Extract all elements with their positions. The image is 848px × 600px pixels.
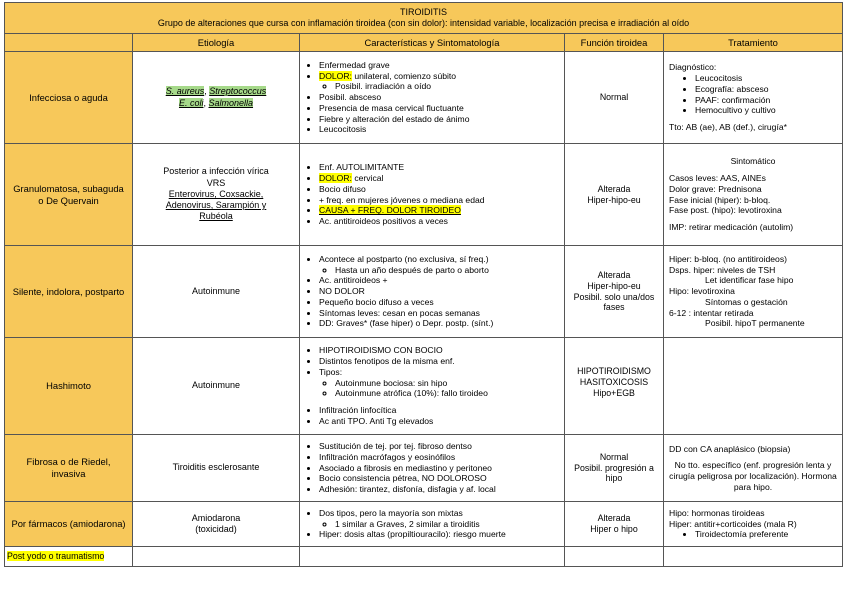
car-farmacos [300, 502, 565, 547]
etio-streptococcus: Streptococcus [209, 86, 267, 97]
list-item: • DD: Graves* (fase hiper) o Depr. postp. (sínt.) [319, 318, 559, 329]
func-line: Hiper-hipo-eu [587, 194, 641, 205]
trat-line: Let identificar fase hipo [705, 275, 794, 286]
traumatismo-text: traumatismo [55, 551, 105, 561]
list-item: • Sustitución de tej. por tej. fibroso dentso [319, 441, 559, 452]
row-infecciosa [5, 52, 843, 144]
postyodo-text: Post yodo [7, 551, 47, 561]
list-item: • Tiroidectomía preferente [695, 529, 837, 540]
etio-silente: Autoinmune [133, 246, 300, 338]
func-line: Posibil. solo una/dos [573, 291, 655, 302]
title-banner [5, 3, 843, 34]
func-infecciosa: Normal [565, 52, 664, 144]
list-item: • Fiebre y alteración del estado de ánimo [319, 114, 559, 125]
trat-line: Posibil. hipoT permanente [705, 318, 805, 329]
row-granulomatosa [5, 144, 843, 246]
header-caracteristicas: Características y Sintomatología [300, 34, 565, 52]
list-item: • Pequeño bocio difuso a veces [319, 297, 559, 308]
row-label-postyodo [5, 547, 133, 567]
etio-line: (toxicidad) [195, 524, 237, 534]
list-item: • Hiper: dosis altas (propiltiouracilo): riesgo muerte [319, 529, 559, 540]
list-item [319, 173, 559, 184]
func-line: Hiper o hipo [590, 524, 638, 534]
func-silente [565, 246, 664, 338]
list-item: • Ecografía: absceso [695, 84, 837, 95]
trat-line: Hipo: levotiroxina [669, 286, 735, 297]
table-title: TIROIDITIS [400, 6, 448, 17]
row-label-farmacos: Por fármacos (amiodarona) [5, 502, 133, 547]
header-tratamiento: Tratamiento [664, 34, 843, 52]
trat-line: Hipo: hormonas tiroideas [669, 507, 765, 518]
list-item: • Adhesión: tirantez, disfonía, disfagia y af. local [319, 484, 559, 495]
etio-granulomatosa [133, 144, 300, 246]
trat-line: Dsps. hiper: niveles de TSH [669, 264, 776, 275]
func-line: Alterada [597, 513, 631, 524]
list-item: • Leucocitosis [695, 73, 837, 84]
list-item: • Infiltración linfocítica [319, 405, 559, 416]
dolor-text: cervical [351, 173, 384, 184]
list-item: • Enfermedad grave [319, 60, 559, 71]
trat-line: Hiper: antitir+corticoides (mala R) [669, 518, 797, 529]
list-item: • HIPOTIROIDISMO CON BOCIO [319, 345, 559, 356]
func-fibrosa [565, 435, 664, 502]
header-blank [5, 34, 133, 52]
car-granulomatosa [300, 144, 565, 246]
trat-line: Dolor grave: Prednisona [669, 183, 762, 194]
func-line: HIPOTIROIDISMO [577, 366, 651, 376]
row-label-infecciosa: Infecciosa o aguda [5, 52, 133, 144]
postyodo-or: o [46, 551, 56, 561]
list-item: • + freq. en mujeres jóvenes o mediana edad [319, 195, 559, 206]
car-silente [300, 246, 565, 338]
list-item: • Ac. antitiroideos positivos a veces [319, 216, 559, 227]
row-postyodo [5, 547, 843, 567]
trat-line: Síntomas o gestación [705, 296, 788, 307]
dolor-highlight: DOLOR: [319, 173, 352, 184]
trat-line: Fase post. (hipo): levotiroxina [669, 205, 782, 216]
list-item: • Infiltración macrófagos y eosinófilos [319, 452, 559, 463]
trat-line: IMP: retirar medicación (autolim) [669, 221, 794, 232]
list-item [319, 71, 559, 92]
func-line: hipo [605, 473, 623, 484]
list-item: • Bocio difuso [319, 184, 559, 195]
etio-line: Enterovirus, Coxsackie, [168, 188, 264, 199]
etio-hashimoto: Autoinmune [133, 338, 300, 435]
list-item: • Síntomas leves: cesan en pocas semanas [319, 308, 559, 319]
etio-salmonella: Salmonella [208, 97, 254, 108]
func-line: Normal [599, 451, 629, 462]
func-farmacos [565, 502, 664, 547]
list-item: • Leucocitosis [319, 124, 559, 135]
func-line: Hipo+EGB [593, 387, 635, 398]
list-item: • Distintos fenotipos de la misma enf. [319, 356, 559, 367]
list-item: • Dos tipos, pero la mayoría son mixtas ◦ 1 similar a Graves, 2 similar a tiroiditis [319, 508, 559, 529]
list-item: • Enf. AUTOLIMITANTE [319, 162, 559, 173]
func-hashimoto [565, 338, 664, 435]
trat-silente [664, 246, 843, 338]
list-item: • NO DOLOR [319, 286, 559, 297]
trat-fibrosa [664, 435, 843, 502]
list-item: • Presencia de masa cervical fluctuante [319, 103, 559, 114]
car-infecciosa [300, 52, 565, 144]
row-fibrosa [5, 435, 843, 502]
dolor-highlight: DOLOR: [319, 70, 352, 81]
etio-infecciosa: S. aureus, Streptococcus E. coli, Salmonella [133, 52, 300, 144]
trat-diagnostico: Diagnóstico: [669, 62, 717, 73]
func-line: fases [603, 302, 625, 313]
thyroiditis-table [4, 2, 843, 567]
car-hashimoto [300, 338, 565, 435]
etio-line: Adenovirus, Sarampión y [165, 200, 267, 211]
etio-line: Amiodarona [191, 512, 241, 523]
empty-cell [664, 547, 843, 567]
list-item [319, 205, 559, 216]
list-subitem: ◦ Autoinmune bociosa: sin hipo [335, 378, 559, 389]
etio-e-coli: E. coli [178, 97, 204, 108]
dolor-text: unilateral, comienzo súbito [351, 70, 457, 81]
empty-cell [133, 547, 300, 567]
list-item: • Hemocultivo y cultivo [695, 105, 837, 116]
trat-head: Sintomático [730, 156, 776, 167]
etio-line: Posterior a infección vírica [163, 166, 269, 177]
trat-line: Hiper: b-bloq. (no antitiroideos) [669, 253, 787, 264]
trat-tto: Tto: AB (ae), AB (def.), cirugía* [669, 121, 787, 132]
empty-cell [565, 547, 664, 567]
trat-hashimoto [664, 338, 843, 435]
trat-line: Casos leves: AAS, AINEs [669, 173, 766, 184]
func-line: Hiper-hipo-eu [587, 280, 641, 291]
trat-line: 6-12 : intentar retirada [669, 307, 754, 318]
etio-farmacos [133, 502, 300, 547]
empty-cell [300, 547, 565, 567]
func-line: Alterada [597, 269, 631, 280]
list-item: • Ac. antitiroideos + [319, 275, 559, 286]
row-label-silente: Silente, indolora, postparto [5, 246, 133, 338]
etio-line: VRS [206, 177, 226, 188]
trat-line: DD con CA anaplásico (biopsia) [669, 443, 791, 454]
row-label-fibrosa: Fibrosa o de Riedel, invasiva [5, 435, 133, 502]
list-subitem: ◦ 1 similar a Graves, 2 similar a tiroiditis [335, 519, 559, 530]
list-item: • Tipos: ◦ Autoinmune bociosa: sin hipo ◦ Autoinmune atrófica (10%): fallo tiroideo [319, 367, 559, 399]
row-label-granulomatosa: Granulomatosa, subaguda o De Quervain [5, 144, 133, 246]
row-hashimoto [5, 338, 843, 435]
func-line: Posibil. progresión a [574, 462, 654, 473]
trat-granulomatosa [664, 144, 843, 246]
etio-fibrosa: Tiroiditis esclerosante [133, 435, 300, 502]
list-subitem: ◦ Autoinmune atrófica (10%): fallo tiroideo [335, 388, 559, 399]
trat-line: Fase inicial (hiper): b-bloq. [669, 194, 771, 205]
row-farmacos [5, 502, 843, 547]
row-label-hashimoto: Hashimoto [5, 338, 133, 435]
etio-s-aureus: S. aureus [165, 86, 205, 97]
list-subitem: ◦ Posibil. irradiación a oído [335, 81, 559, 92]
func-granulomatosa [565, 144, 664, 246]
list-item: • Posibil. absceso [319, 92, 559, 103]
car-fibrosa [300, 435, 565, 502]
header-funcion: Función tiroidea [565, 34, 664, 52]
header-etiologia: Etiología [133, 34, 300, 52]
table-subtitle: Grupo de alteraciones que cursa con inflamación tiroidea (con sin dolor): intensidad variable, localización precisa e irradiación al oído [157, 18, 690, 28]
list-item: • Acontece al postparto (no exclusiva, sí freq.) ◦ Hasta un año después de parto o aborto [319, 254, 559, 275]
list-item: • Asociado a fibrosis en mediastino y peritoneo [319, 463, 559, 474]
etio-line: Rubéola [199, 211, 233, 222]
row-silente [5, 246, 843, 338]
func-line: HASITOXICOSIS [579, 376, 649, 387]
list-subitem: ◦ Hasta un año después de parto o aborto [335, 265, 559, 276]
list-item: • PAAF: confirmación [695, 95, 837, 106]
list-item: • Bocio consistencia pétrea, NO DOLOROSO [319, 473, 559, 484]
trat-farmacos [664, 502, 843, 547]
trat-line: No tto. específico (enf. progresión lenta y cirugía peligrosa por localización). Hormona para hipo. [669, 460, 837, 492]
causa-highlight: CAUSA + FREQ. DOLOR TIROIDEO [319, 205, 461, 216]
list-item: • Ac anti TPO. Anti Tg elevados [319, 416, 559, 427]
trat-infecciosa [664, 52, 843, 144]
func-line: Alterada [597, 183, 631, 194]
